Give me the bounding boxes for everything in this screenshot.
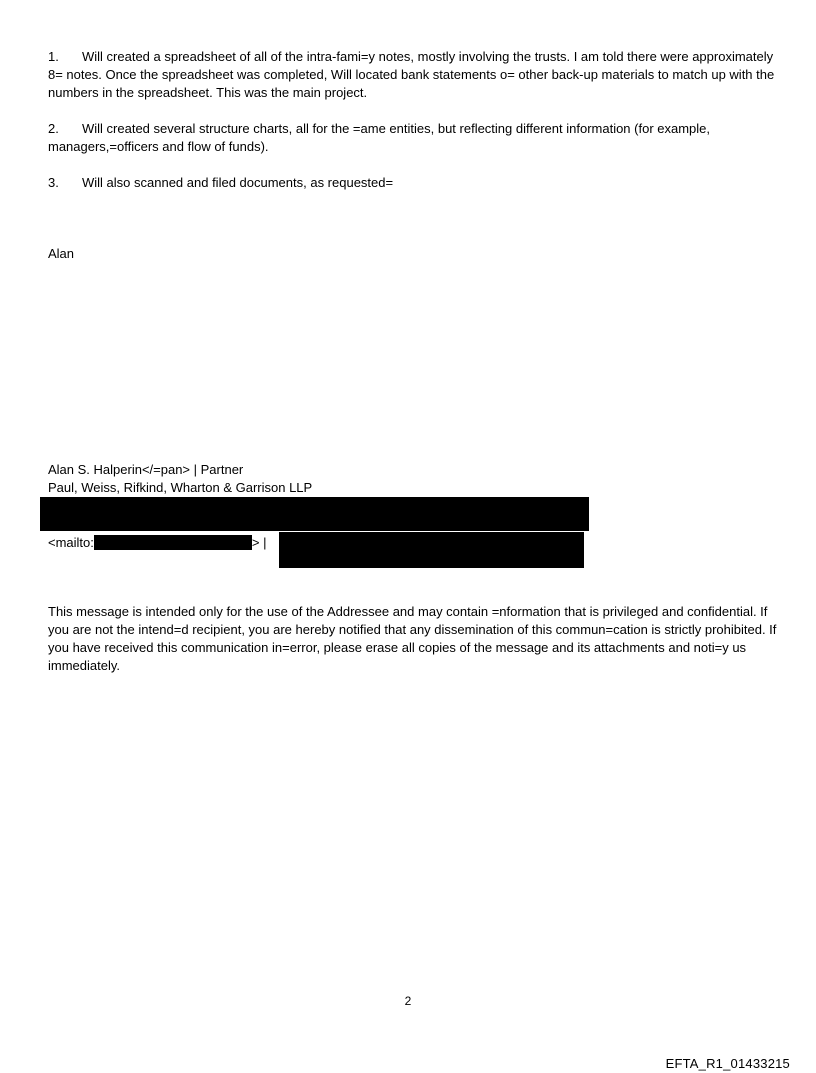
mailto-suffix: > |: [251, 535, 267, 550]
list-item-number: 2.: [48, 121, 59, 136]
signoff: Alan: [48, 246, 75, 261]
signature-firm-line: Paul, Weiss, Rifkind, Wharton & Garrison LLP: [48, 480, 313, 495]
list-item-number: 1.: [48, 49, 59, 64]
redaction-block: [40, 497, 589, 531]
list-item-2: [48, 120, 778, 156]
list-item-text: Will created a spreadsheet of all of the intra-fami=y notes, mostly involving the trusts. I am told there were approximately 8= notes. Once the spreadsheet was completed, Will located bank statements o= other back-up materials to match up with the numbers in the spreadsheet. This was the main project.: [48, 49, 775, 100]
signature-name-line: Alan S. Halperin</=pan> | Partner: [48, 462, 244, 477]
bates-number: EFTA_R1_01433215: [665, 1056, 790, 1071]
redaction-email: [94, 535, 252, 550]
redaction-block: [279, 532, 584, 568]
confidentiality-disclaimer: This message is intended only for the use of the Addressee and may contain =nformation that is privileged and confidential. If you are not the intend=d recipient, you are hereby notified that any dissemination of this commun=cation is strictly prohibited. If you have received this communication in=error, please erase all copies of the message and its attachments and noti=y us immediately.: [48, 604, 777, 673]
page-number: 2: [404, 994, 412, 1008]
mailto-prefix: <mailto:: [48, 535, 94, 550]
list-item-3: [48, 174, 778, 192]
list-item-text: Will also scanned and filed documents, as requested=: [82, 175, 394, 190]
list-item-number: 3.: [48, 175, 59, 190]
list-item-text: Will created several structure charts, all for the =ame entities, but reflecting different information (for example, managers,=officers and flow of funds).: [48, 121, 711, 154]
list-item-1: [48, 48, 778, 102]
